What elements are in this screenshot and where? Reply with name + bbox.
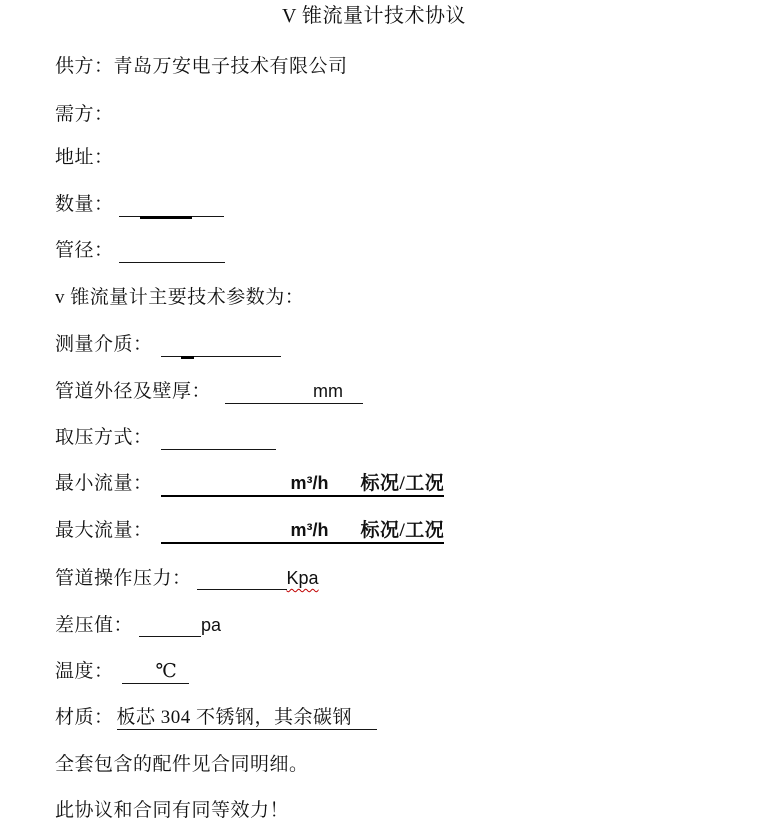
validity-note-line [55, 799, 289, 823]
differential-pressure-line [55, 613, 221, 638]
max-flow-condition: 标况/工况 [360, 520, 445, 541]
medium-label: 测量介质： [55, 334, 153, 355]
max-flow-line [55, 519, 444, 544]
min-flow-condition: 标况/工况 [360, 473, 445, 494]
quantity-blank-bold-segment [140, 193, 192, 219]
max-flow-unit: m³/h [290, 520, 329, 540]
temperature-label: 温度： [55, 661, 114, 682]
operating-pressure-blank [197, 566, 287, 590]
buyer-label: 需方： [55, 104, 114, 125]
operating-pressure-unit: Kpa [286, 568, 319, 588]
supplier-value: 青岛万安电子技术有限公司 [113, 56, 348, 77]
buyer-line [55, 103, 114, 127]
medium-blank [194, 333, 281, 357]
max-flow-blank [161, 519, 445, 544]
outer-diameter-line [55, 380, 363, 404]
temperature-blank [122, 660, 190, 684]
outer-diameter-unit: mm [313, 381, 344, 401]
differential-pressure-blank [139, 613, 201, 637]
pressure-tapping-blank [161, 426, 276, 450]
differential-pressure-label: 差压值： [55, 615, 134, 636]
document-title: V 锥流量计技术协议 [281, 5, 467, 27]
address-line [55, 146, 114, 170]
address-label: 地址： [55, 147, 114, 168]
pressure-tapping-label: 取压方式： [55, 427, 153, 448]
material-line [55, 706, 377, 730]
material-underlined-value [117, 706, 378, 730]
min-flow-label: 最小流量： [55, 473, 153, 494]
quantity-label: 数量： [55, 194, 114, 215]
accessories-note: 全套包含的配件见合同明细。 [55, 754, 309, 775]
supplier-line [55, 55, 348, 79]
quantity-line [55, 193, 224, 219]
quantity-blank [119, 193, 140, 217]
differential-pressure-unit: pa [201, 615, 222, 635]
quantity-blank [192, 193, 224, 217]
material-value: 板芯 304 不锈钢，其余碳钢 [116, 707, 353, 728]
medium-line [55, 333, 281, 359]
temperature-unit: ℃ [155, 661, 178, 682]
operating-pressure-label: 管道操作压力： [55, 568, 192, 589]
temperature-line [55, 660, 189, 684]
outer-diameter-label: 管道外径及壁厚： [55, 381, 212, 402]
validity-note: 此协议和合同有同等效力！ [55, 800, 290, 821]
material-label: 材质： [55, 707, 114, 728]
pipe-diameter-label: 管径： [55, 240, 114, 261]
params-heading-line [55, 286, 304, 310]
medium-blank-bold-segment [181, 333, 194, 359]
max-flow-label: 最大流量： [55, 520, 153, 541]
outer-diameter-blank [225, 380, 363, 404]
supplier-label: 供方： [55, 56, 114, 77]
medium-blank [161, 333, 181, 357]
pressure-tapping-line [55, 426, 276, 450]
min-flow-line [55, 472, 444, 497]
pipe-diameter-line [55, 239, 225, 263]
min-flow-unit: m³/h [290, 473, 329, 493]
pipe-diameter-blank [119, 239, 225, 263]
min-flow-blank [161, 472, 445, 497]
params-heading: v 锥流量计主要技术参数为： [55, 287, 305, 308]
operating-pressure-line [55, 566, 319, 591]
accessories-note-line [55, 753, 309, 777]
